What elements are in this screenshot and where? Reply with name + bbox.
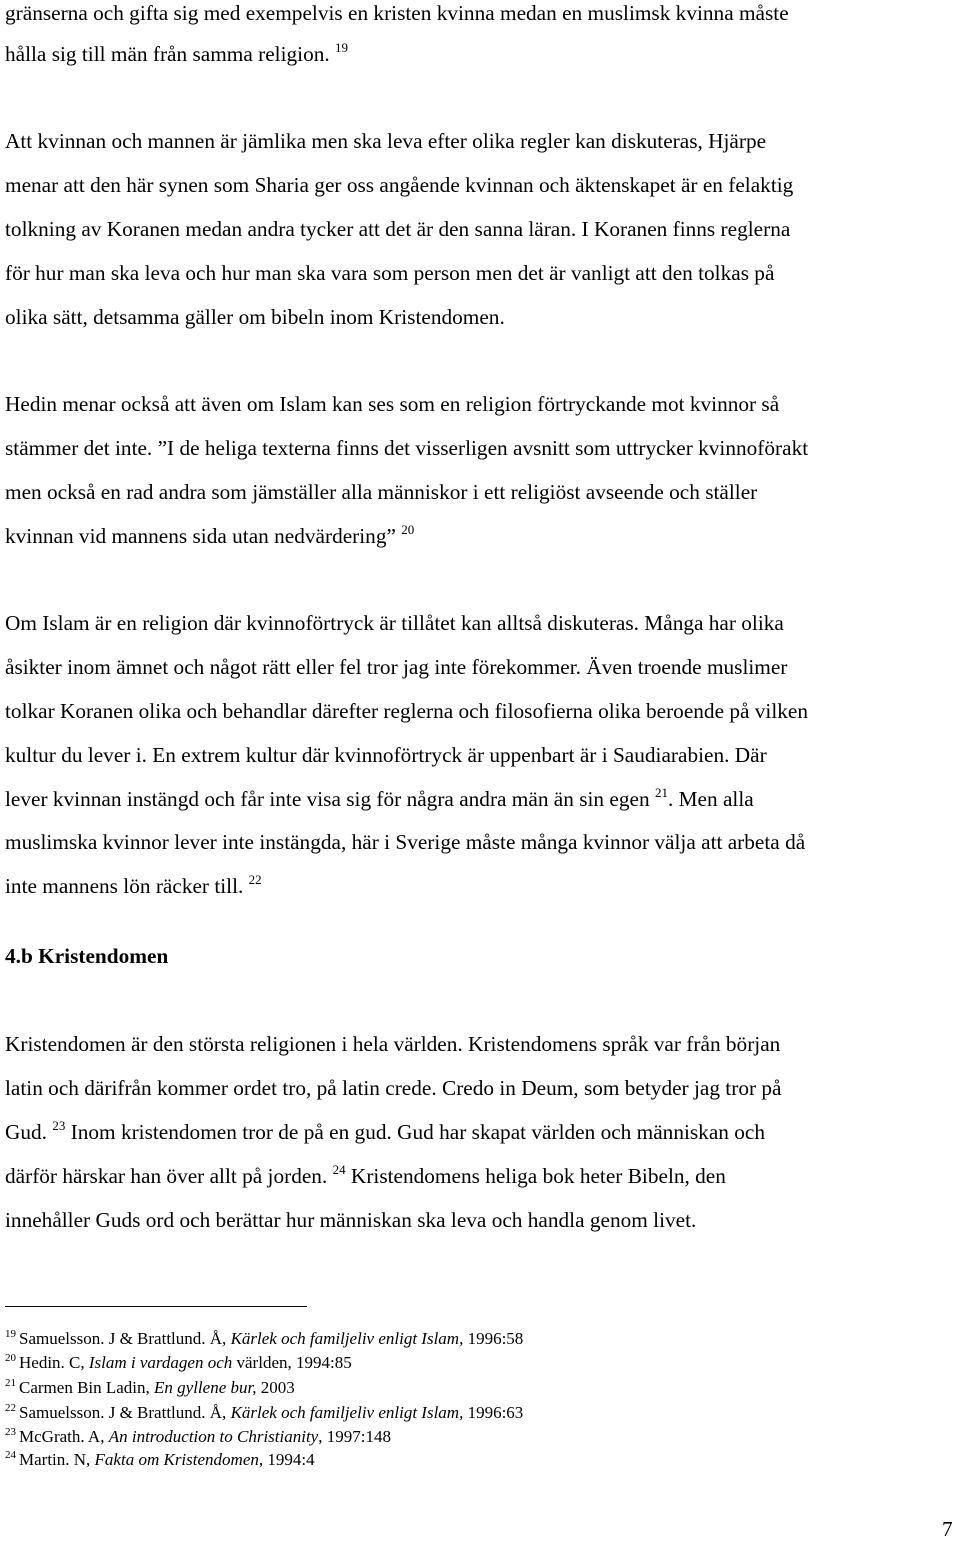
body-line: gränserna och gifta sig med exempelvis en kristen kvinna medan en muslimsk kvinna måste bbox=[5, 1, 789, 25]
footnote: $^{20}$ Hedin. C, Islam i vardagen och världen, 1994:85 bbox=[5, 1352, 352, 1372]
page-number: 7 bbox=[942, 1517, 953, 1541]
footnote-ref: 24 bbox=[332, 1162, 346, 1177]
body-line: men också en rad andra som jämställer alla människor i ett religiöst avseende och ställer bbox=[5, 480, 758, 504]
footnote-number: 20 bbox=[5, 1352, 16, 1364]
body-line: hålla sig till män från samma religion. $^{19}$ bbox=[5, 40, 349, 66]
footnote-title: Islam i vardagen och bbox=[88, 1353, 233, 1372]
footnote-ref: 23 bbox=[52, 1118, 66, 1133]
footnote-number: 24 bbox=[5, 1449, 16, 1461]
footnote-ref: 20 bbox=[401, 522, 415, 537]
footnote: $^{24}$ Martin. N, Fakta om Kristendomen, 1994:4 bbox=[5, 1449, 315, 1469]
body-line: stämmer det inte. ”I de heliga texterna finns det visserligen avsnitt som uttrycker kvinnoförakt bbox=[5, 436, 809, 460]
body-line: åsikter inom ämnet och något rätt eller fel tror jag inte förekommer. Även troende muslimer bbox=[5, 655, 788, 679]
footnote-number: 21 bbox=[5, 1377, 16, 1389]
body-line: innehåller Guds ord och berättar hur människan ska leva och handla genom livet. bbox=[5, 1208, 697, 1232]
footnote-number: 19 bbox=[5, 1328, 16, 1340]
footnote-title: Kärlek och familjeliv enligt Islam bbox=[230, 1329, 460, 1348]
footnote: $^{21}$ Carmen Bin Ladin, En gyllene bur, 2003 bbox=[5, 1377, 295, 1397]
body-line: Kristendomen är den största religionen i hela världen. Kristendomens språk var från början bbox=[5, 1032, 781, 1056]
footnote-number: 23 bbox=[5, 1426, 16, 1438]
body-line: därför härskar han över allt på jorden. $^{24}$ Kristendomens heliga bok heter Bibeln, den bbox=[5, 1162, 726, 1188]
body-line: muslimska kvinnor lever inte instängda, här i Sverige måste många kvinnor välja att arbeta då bbox=[5, 830, 806, 854]
body-line: för hur man ska leva och hur man ska vara som person men det är vanligt att den tolkas på bbox=[5, 261, 775, 285]
footnote-ref: 22 bbox=[248, 872, 262, 887]
body-line: Hedin menar också att även om Islam kan ses som en religion förtryckande mot kvinnor så bbox=[5, 392, 780, 416]
footnote-ref: 21 bbox=[654, 785, 668, 800]
body-line: tolkar Koranen olika och behandlar därefter reglerna och filosofierna olika beroende på vilken bbox=[5, 699, 809, 723]
footnote-divider bbox=[5, 1306, 307, 1307]
body-line: Om Islam är en religion där kvinnoförtryck är tillåtet kan alltså diskuteras. Många har olika bbox=[5, 611, 784, 635]
body-line: kvinnan vid mannens sida utan nedvärdering” $^{20}$ bbox=[5, 522, 415, 548]
footnote-number: 22 bbox=[5, 1402, 16, 1414]
body-line: Att kvinnan och mannen är jämlika men ska leva efter olika regler kan diskuteras, Hjärpe bbox=[5, 129, 767, 153]
body-line: olika sätt, detsamma gäller om bibeln inom Kristendomen. bbox=[5, 305, 505, 329]
body-line: kultur du lever i. En extrem kultur där kvinnoförtryck är uppenbart är i Saudiarabien. Där bbox=[5, 743, 767, 767]
body-line: Gud. $^{23}$ Inom kristendomen tror de på en gud. Gud har skapat världen och människan och bbox=[5, 1118, 765, 1144]
body-line: tolkning av Koranen medan andra tycker att det är den sanna läran. I Koranen finns reglerna bbox=[5, 217, 791, 241]
footnote-ref: 19 bbox=[335, 40, 349, 55]
section-heading: 4.b Kristendomen bbox=[5, 944, 169, 968]
footnote: $^{19}$ Samuelsson. J & Brattlund. Å, Kärlek och familjeliv enligt Islam, 1996:58 bbox=[5, 1328, 524, 1348]
body-line: lever kvinnan instängd och får inte visa sig för några andra män än sin egen $^{21}$. Men alla bbox=[5, 785, 754, 811]
footnote-title: An introduction to Christianity bbox=[108, 1427, 319, 1446]
footnote-title: Kärlek och familjeliv enligt Islam, bbox=[230, 1403, 464, 1422]
footnote-title: Fakta om Kristendomen bbox=[94, 1450, 259, 1469]
body-line: menar att den här synen som Sharia ger oss angående kvinnan och äktenskapet är en felaktig bbox=[5, 173, 794, 197]
footnote: $^{22}$ Samuelsson. J & Brattlund. Å, Kärlek och familjeliv enligt Islam, 1996:63 bbox=[5, 1402, 524, 1422]
footnote-title: En gyllene bur, bbox=[154, 1378, 257, 1397]
body-line: latin och därifrån kommer ordet tro, på latin crede. Credo in Deum, som betyder jag tror på bbox=[5, 1076, 782, 1100]
footnote: $^{23}$ McGrath. A, An introduction to Christianity, 1997:148 bbox=[5, 1426, 391, 1446]
body-line: inte mannens lön räcker till. $^{22}$ bbox=[5, 872, 262, 898]
